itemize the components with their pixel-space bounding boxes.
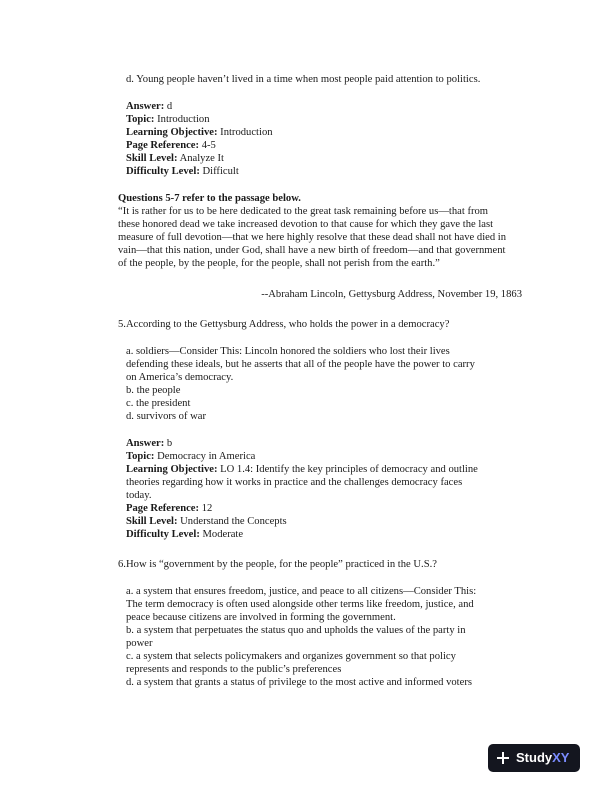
learning-objective-line: Learning Objective: LO 1.4: Identify the key principles of democracy and outline xyxy=(126,464,478,475)
page-reference-line: Page Reference: 12 xyxy=(126,503,213,514)
passage-heading: Questions 5-7 refer to the passage below. xyxy=(118,193,301,204)
answer-line: Answer: d xyxy=(126,101,173,112)
option-line: b. the people xyxy=(126,385,181,396)
option-line: represents and responds to the public’s preferences xyxy=(126,664,342,675)
passage-attribution: --Abraham Lincoln, Gettysburg Address, November 19, 1863 xyxy=(261,289,522,300)
skill-level-line: Skill Level: Understand the Concepts xyxy=(126,516,287,527)
passage-line: “It is rather for us to be here dedicated to the great task remaining before us—that from xyxy=(118,206,489,217)
option-d-text: d. Young people haven’t lived in a time when most people paid attention to politics. xyxy=(126,74,481,85)
option-line: on America’s democracy. xyxy=(126,372,234,383)
learning-objective-line: Learning Objective: Introduction xyxy=(126,127,273,138)
option-line: a. soldiers—Consider This: Lincoln honored the soldiers who lost their lives xyxy=(126,346,450,357)
skill-level-line: Skill Level: Analyze It xyxy=(126,153,224,164)
option-line: defending these ideals, but he asserts that all of the people have the power to carry xyxy=(126,359,475,370)
passage-line: vain—that this nation, under God, shall have a new birth of freedom—and that government xyxy=(118,245,506,256)
option-line: c. a system that selects policymakers and organizes government so that policy xyxy=(126,651,456,662)
learning-objective-continued: theories regarding how it works in practice and the challenges democracy faces xyxy=(126,477,463,488)
option-line: power xyxy=(126,638,153,649)
topic-line: Topic: Democracy in America xyxy=(126,451,256,462)
option-line: b. a system that perpetuates the status quo and upholds the values of the party in xyxy=(126,625,466,636)
question-text: How is “government by the people, for the people” practiced in the U.S.? xyxy=(126,559,437,570)
question-number: 5. xyxy=(118,319,126,330)
question-text: According to the Gettysburg Address, who holds the power in a democracy? xyxy=(126,319,450,330)
answer-line: Answer: b xyxy=(126,438,173,449)
brand-name: StudyXY xyxy=(516,750,570,766)
passage-line: measure of full devotion—that we here highly resolve that these dead shall not have died in xyxy=(118,232,507,243)
difficulty-level-line: Difficulty Level: Difficult xyxy=(126,166,239,177)
difficulty-level-line: Difficulty Level: Moderate xyxy=(126,529,244,540)
plus-icon xyxy=(497,752,509,764)
passage-line: of the people, by the people, for the people, shall not perish from the earth.” xyxy=(118,258,440,269)
learning-objective-continued: today. xyxy=(126,490,152,501)
option-line: a. a system that ensures freedom, justice, and peace to all citizens—Consider This: xyxy=(126,586,477,597)
topic-line: Topic: Introduction xyxy=(126,114,210,125)
option-line: peace because citizens are involved in forming the government. xyxy=(126,612,396,623)
option-line: The term democracy is often used alongside other terms like freedom, justice, and xyxy=(126,599,474,610)
option-line: d. a system that grants a status of privilege to the most active and informed voters xyxy=(126,677,472,688)
page-reference-line: Page Reference: 4-5 xyxy=(126,140,216,151)
studyxy-watermark[interactable] xyxy=(488,744,580,772)
option-line: c. the president xyxy=(126,398,191,409)
question-number: 6. xyxy=(118,559,126,570)
option-line: d. survivors of war xyxy=(126,411,207,422)
passage-line: these honored dead we take increased devotion to that cause for which they gave the last xyxy=(118,219,494,230)
